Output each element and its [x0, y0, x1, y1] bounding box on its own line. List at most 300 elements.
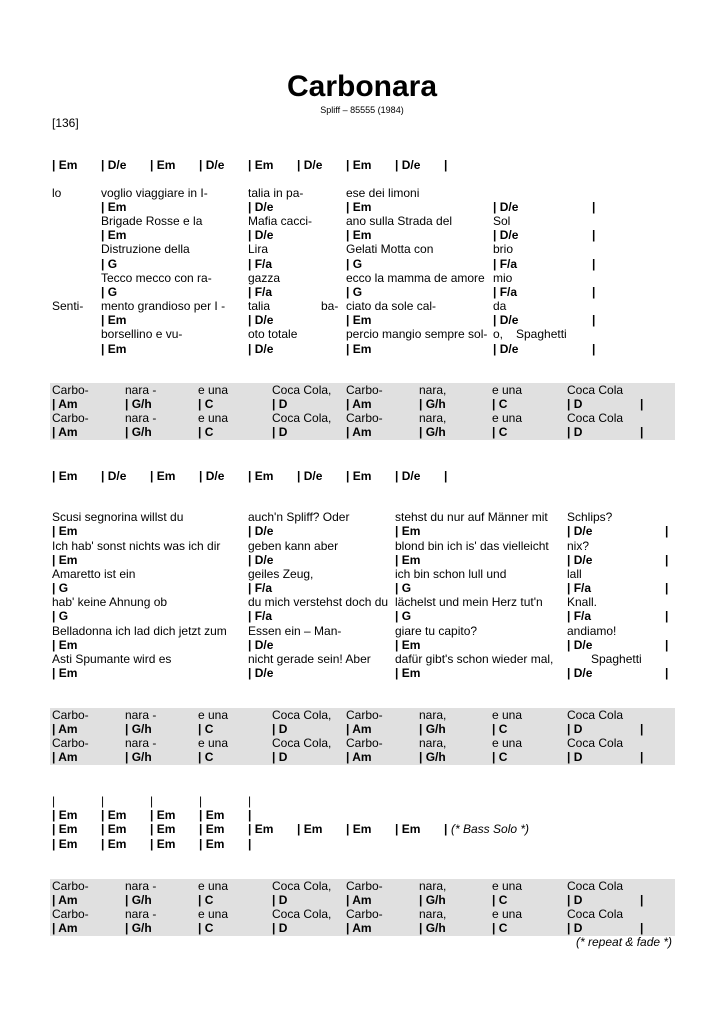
chord: | [665, 524, 669, 538]
chord: | Em [52, 638, 78, 652]
lyric: | [199, 794, 203, 808]
lyric: e una [198, 879, 229, 893]
chord: | Em [248, 822, 274, 836]
chord: | D [567, 397, 583, 411]
lyric: e una [198, 907, 229, 921]
chord: | D/e [248, 342, 274, 356]
chord: | Am [52, 722, 78, 736]
chord: | F/a [248, 257, 273, 271]
lyric-line [0, 652, 724, 666]
lyric-line [0, 186, 724, 200]
chord: | F/a [493, 285, 518, 299]
chord: | Em [52, 837, 78, 851]
chord: | C [492, 722, 508, 736]
lyric: Belladonna ich lad dich jetzt zum [52, 624, 227, 638]
chord: | Em [101, 837, 127, 851]
chord-line [0, 581, 724, 595]
lyric: Lira [248, 242, 269, 256]
chord: | [665, 553, 669, 567]
lyric: e una [492, 383, 523, 397]
chorus-chord-line [0, 425, 724, 439]
lyric: blond bin ich is' das vielleicht [395, 539, 549, 553]
chord: | G/h [125, 750, 152, 764]
chord: | F/a [567, 581, 592, 595]
chord: | Em [199, 837, 225, 851]
chord: | D [567, 750, 583, 764]
chord: | D [567, 425, 583, 439]
performance-note: (* Bass Solo *) [451, 822, 530, 836]
lyric: Carbo- [346, 907, 383, 921]
chord: | Em [150, 808, 176, 822]
chord: | Em [52, 553, 78, 567]
lyric: Coca Cola, [272, 411, 332, 425]
lyric: Coca Cola [567, 879, 624, 893]
chord: | D [567, 893, 583, 907]
chord: | Em [346, 342, 372, 356]
chord: | Em [101, 808, 127, 822]
chord: | D [272, 750, 288, 764]
lyric: Carbo- [52, 383, 89, 397]
lyric: nara - [125, 411, 157, 425]
chord: | Em [101, 342, 127, 356]
chord: | D/e [248, 524, 274, 538]
chord: | G/h [419, 921, 446, 935]
chord: | Am [346, 425, 372, 439]
chord: | Em [248, 158, 274, 172]
lyric: ba- [321, 299, 339, 313]
chord: | G/h [419, 722, 446, 736]
lyric: hab' keine Ahnung ob [52, 595, 168, 609]
chord: | D/e [248, 553, 274, 567]
lyric: Carbo- [346, 411, 383, 425]
chord: | D/e [101, 158, 127, 172]
lyric: nix? [567, 539, 590, 553]
chord: | C [198, 397, 214, 411]
lyric: nara - [125, 708, 157, 722]
chord: | Em [395, 638, 421, 652]
chord-line [0, 822, 724, 836]
chord: | Em [52, 524, 78, 538]
lyric: voglio viaggiare in I- [101, 186, 208, 200]
chord: | [592, 285, 596, 299]
song-title: Carbonara [286, 70, 438, 103]
chord: | C [198, 750, 214, 764]
lyric: Schlips? [567, 510, 613, 524]
chord: | G/h [419, 750, 446, 764]
chord: | Em [199, 822, 225, 836]
lyric: e una [198, 708, 229, 722]
song-subtitle: Spliff – 85555 (1984) [320, 105, 404, 115]
chorus-lyric-line [0, 907, 724, 921]
lyric: e una [492, 708, 523, 722]
lyric: Senti- [52, 299, 84, 313]
lyric: Coca Cola [567, 383, 624, 397]
lyric-line [0, 327, 724, 341]
chord: | D [567, 722, 583, 736]
lyric: | [150, 794, 154, 808]
lyric: nara - [125, 879, 157, 893]
chord: | Am [52, 425, 78, 439]
lyric: Carbo- [52, 879, 89, 893]
chord: | Am [346, 750, 372, 764]
lyric: ecco la mamma de amore [346, 271, 485, 285]
chord: | [592, 257, 596, 271]
lyric-line [0, 271, 724, 285]
chord: | D/e [248, 200, 274, 214]
lyric: e una [492, 907, 523, 921]
lyric: talia in pa- [248, 186, 304, 200]
lyric: auch'n Spliff? Oder [248, 510, 350, 524]
chord: | [665, 638, 669, 652]
chord: | [640, 893, 644, 907]
lyric: percio mangio sempre sol- [346, 327, 488, 341]
lyric: Tecco mecco con ra- [101, 271, 212, 285]
chorus-lyric-line [0, 736, 724, 750]
lyric: giare tu capito? [395, 624, 478, 638]
lyric: Coca Cola [567, 411, 624, 425]
chord: | [248, 837, 252, 851]
chord: | F/a [567, 609, 592, 623]
chord: | Em [101, 200, 127, 214]
chorus-lyric-line [0, 411, 724, 425]
chord: | D/e [101, 469, 127, 483]
chord: | G [395, 581, 412, 595]
lyric: geiles Zeug, [248, 567, 314, 581]
lyric: nara, [419, 907, 447, 921]
lyric-line [0, 624, 724, 638]
lyric: Carbo- [52, 411, 89, 425]
chord-line [0, 808, 724, 822]
lyric: borsellino e vu- [101, 327, 183, 341]
lyric: Gelati Motta con [346, 242, 434, 256]
chord: | Em [150, 158, 176, 172]
chord: | Em [52, 808, 78, 822]
chord: | D [567, 921, 583, 935]
chord: | D/e [493, 200, 519, 214]
chord: | [665, 666, 669, 680]
lyric-line [0, 299, 724, 313]
chord: | Em [346, 313, 372, 327]
chord: | Em [395, 553, 421, 567]
lyric: nicht gerade sein! Aber [248, 652, 371, 666]
lyric: Coca Cola, [272, 879, 332, 893]
chord: | [640, 397, 644, 411]
lyric: Carbo- [346, 879, 383, 893]
chord-line [0, 313, 724, 327]
chorus-lyric-line [0, 879, 724, 893]
chord: | D/e [248, 666, 274, 680]
lyric: Carbo- [52, 907, 89, 921]
chord: | [444, 469, 448, 483]
chord: | D/e [395, 469, 421, 483]
chord: | D [272, 397, 288, 411]
chord: | Em [199, 808, 225, 822]
chord: | [640, 722, 644, 736]
lyric: | [101, 794, 105, 808]
lyric: ese dei limoni [346, 186, 420, 200]
chord: | Em [52, 822, 78, 836]
lyric: mio [493, 271, 513, 285]
chord: | G [52, 581, 69, 595]
lyric: ich bin schon lull und [395, 567, 507, 581]
chord: | F/a [493, 257, 518, 271]
lyric: Carbo- [52, 736, 89, 750]
lyric: o, [493, 327, 504, 341]
chorus-chord-line [0, 397, 724, 411]
lyric: Knall. [567, 595, 598, 609]
chord: | [592, 228, 596, 242]
chord: | C [492, 893, 508, 907]
chord-line [0, 469, 724, 483]
chord: | [640, 425, 644, 439]
chord: | G [101, 257, 118, 271]
lyric: stehst du nur auf Männer mit [395, 510, 548, 524]
chord: | D/e [297, 469, 323, 483]
lyric: mento grandioso per I - [101, 299, 226, 313]
chord: | G/h [125, 425, 152, 439]
chord-line [0, 257, 724, 271]
chord: | G/h [125, 722, 152, 736]
chord: | Em [101, 313, 127, 327]
lyric: Coca Cola [567, 736, 624, 750]
chord: | G [52, 609, 69, 623]
chorus-chord-line [0, 722, 724, 736]
chord-line [0, 638, 724, 652]
lyric: oto totale [248, 327, 298, 341]
chord: | D [272, 425, 288, 439]
chord: | Am [52, 397, 78, 411]
lyric-line [0, 539, 724, 553]
chord: | G/h [125, 397, 152, 411]
lyric: ciato da sole cal- [346, 299, 437, 313]
lyric: Brigade Rosse e la [101, 214, 203, 228]
chord: | G [346, 257, 363, 271]
lyric: andiamo! [567, 624, 617, 638]
chord: | G/h [419, 893, 446, 907]
chord: | Am [346, 722, 372, 736]
chord: | Am [346, 893, 372, 907]
chord: | Em [52, 158, 78, 172]
chord: | Em [52, 666, 78, 680]
lyric: nara, [419, 879, 447, 893]
chord: | Am [346, 397, 372, 411]
chord: | Em [150, 837, 176, 851]
lyric: Carbo- [52, 708, 89, 722]
chord: | G/h [419, 397, 446, 411]
lyric: e una [198, 736, 229, 750]
lyric-line [0, 242, 724, 256]
chord: | [592, 200, 596, 214]
chord: | Em [346, 200, 372, 214]
lyric: e una [492, 411, 523, 425]
chord: | D/e [567, 638, 593, 652]
chord: | Em [101, 228, 127, 242]
chord: | D/e [567, 553, 593, 567]
lyric: Coca Cola, [272, 708, 332, 722]
chord: | [665, 581, 669, 595]
chord: | F/a [248, 285, 273, 299]
chord: | D/e [199, 469, 225, 483]
chord: | [592, 342, 596, 356]
lyric: Coca Cola, [272, 907, 332, 921]
chord-line [0, 285, 724, 299]
chord: | G/h [125, 893, 152, 907]
chord-line [0, 228, 724, 242]
chord: | D [272, 921, 288, 935]
lyric: Mafia cacci- [248, 214, 313, 228]
lyric: lo [52, 186, 62, 200]
lyric: Essen ein – Man- [248, 624, 342, 638]
chord-line [0, 553, 724, 567]
chord: | C [492, 921, 508, 935]
chord: | Am [52, 750, 78, 764]
lyric: | [52, 794, 56, 808]
chord-line [0, 342, 724, 356]
chord: | D [272, 893, 288, 907]
chord: | D/e [395, 158, 421, 172]
chord: | C [198, 893, 214, 907]
lyric-line [0, 595, 724, 609]
chord: | Em [150, 822, 176, 836]
lyric-line [0, 567, 724, 581]
chord: | [640, 750, 644, 764]
chord: | C [492, 425, 508, 439]
chord: | [444, 158, 448, 172]
chord: | [444, 822, 448, 836]
chord: | [592, 313, 596, 327]
chord: | D [272, 722, 288, 736]
chord: | Em [346, 228, 372, 242]
lyric: e una [198, 411, 229, 425]
lyric: nara - [125, 907, 157, 921]
chord: | [640, 921, 644, 935]
lyric: Carbo- [346, 708, 383, 722]
chorus-chord-line [0, 893, 724, 907]
chord: | G/h [125, 921, 152, 935]
tempo-marking: [136] [52, 116, 79, 130]
lyric: Coca Cola [567, 907, 624, 921]
lyric: e una [492, 736, 523, 750]
performance-note: (* repeat & fade *) [576, 935, 673, 949]
chord: | Em [52, 469, 78, 483]
lyric-line [0, 510, 724, 524]
chord: | Em [346, 822, 372, 836]
chord: | D/e [297, 158, 323, 172]
chord: | Em [346, 469, 372, 483]
chord: | D/e [199, 158, 225, 172]
chord: | [665, 609, 669, 623]
chord: | C [198, 425, 214, 439]
chord-line [0, 837, 724, 851]
lyric: brio [493, 242, 514, 256]
chord: | Em [297, 822, 323, 836]
chord: | Em [346, 158, 372, 172]
lyric: Distruzione della [101, 242, 190, 256]
chord: | D/e [493, 342, 519, 356]
lyric: nara, [419, 411, 447, 425]
chorus-lyric-line [0, 383, 724, 397]
chord: | Em [395, 822, 421, 836]
chord: | C [492, 750, 508, 764]
lyric: Coca Cola, [272, 736, 332, 750]
chord-line [0, 666, 724, 680]
lyric: gazza [248, 271, 281, 285]
chord: | D/e [493, 228, 519, 242]
lyric-line [0, 794, 724, 808]
lyric: da [493, 299, 507, 313]
lyric: nara, [419, 383, 447, 397]
chord: | G [395, 609, 412, 623]
chord: | C [492, 397, 508, 411]
lyric: dafür gibt's schon wieder mal, [395, 652, 554, 666]
chord-line [0, 524, 724, 538]
lyric: e una [492, 879, 523, 893]
lyric: Carbo- [346, 736, 383, 750]
chord-line [0, 609, 724, 623]
chord: | D/e [567, 524, 593, 538]
lyric: nara - [125, 736, 157, 750]
lyric: ano sulla Strada del [346, 214, 453, 228]
chord: | Am [52, 921, 78, 935]
lyric: nara - [125, 383, 157, 397]
lyric: Asti Spumante wird es [52, 652, 172, 666]
chord: | C [198, 722, 214, 736]
chord-line [0, 200, 724, 214]
chorus-chord-line [0, 750, 724, 764]
chord-line [0, 158, 724, 172]
lyric: lächelst und mein Herz tut'n [395, 595, 543, 609]
lyric: Coca Cola [567, 708, 624, 722]
chord: | D/e [248, 638, 274, 652]
chord: | G [346, 285, 363, 299]
chord: | F/a [248, 609, 273, 623]
chord: | D/e [567, 666, 593, 680]
chorus-lyric-line [0, 708, 724, 722]
lyric: Amaretto ist ein [52, 567, 136, 581]
chord: | Em [395, 524, 421, 538]
lyric: Coca Cola, [272, 383, 332, 397]
lyric: geben kann aber [248, 539, 339, 553]
lyric-line [0, 214, 724, 228]
chord: | Em [395, 666, 421, 680]
chord: | Am [52, 893, 78, 907]
lyric: Scusi segnorina willst du [52, 510, 184, 524]
lyric: Carbo- [346, 383, 383, 397]
chord: | Em [101, 822, 127, 836]
chorus-chord-line [0, 921, 724, 935]
lyric: Spaghetti [516, 327, 567, 341]
lyric: Sol [493, 214, 511, 228]
chord: | Em [248, 469, 274, 483]
lyric: e una [198, 383, 229, 397]
lyric-line [0, 935, 724, 949]
chord: | D/e [248, 313, 274, 327]
lyric: Ich hab' sonst nichts was ich dir [52, 539, 221, 553]
lyric: Spaghetti [591, 652, 642, 666]
lyric: nara, [419, 708, 447, 722]
chord: | G [101, 285, 118, 299]
chord: | D/e [248, 228, 274, 242]
lyric: nara, [419, 736, 447, 750]
chord: | C [198, 921, 214, 935]
chord: | Am [346, 921, 372, 935]
chord: | F/a [248, 581, 273, 595]
chord: | D/e [493, 313, 519, 327]
lyric: du mich verstehst doch du [248, 595, 389, 609]
lyric: lall [567, 567, 582, 581]
lyric: | [248, 794, 252, 808]
chord: | G/h [419, 425, 446, 439]
